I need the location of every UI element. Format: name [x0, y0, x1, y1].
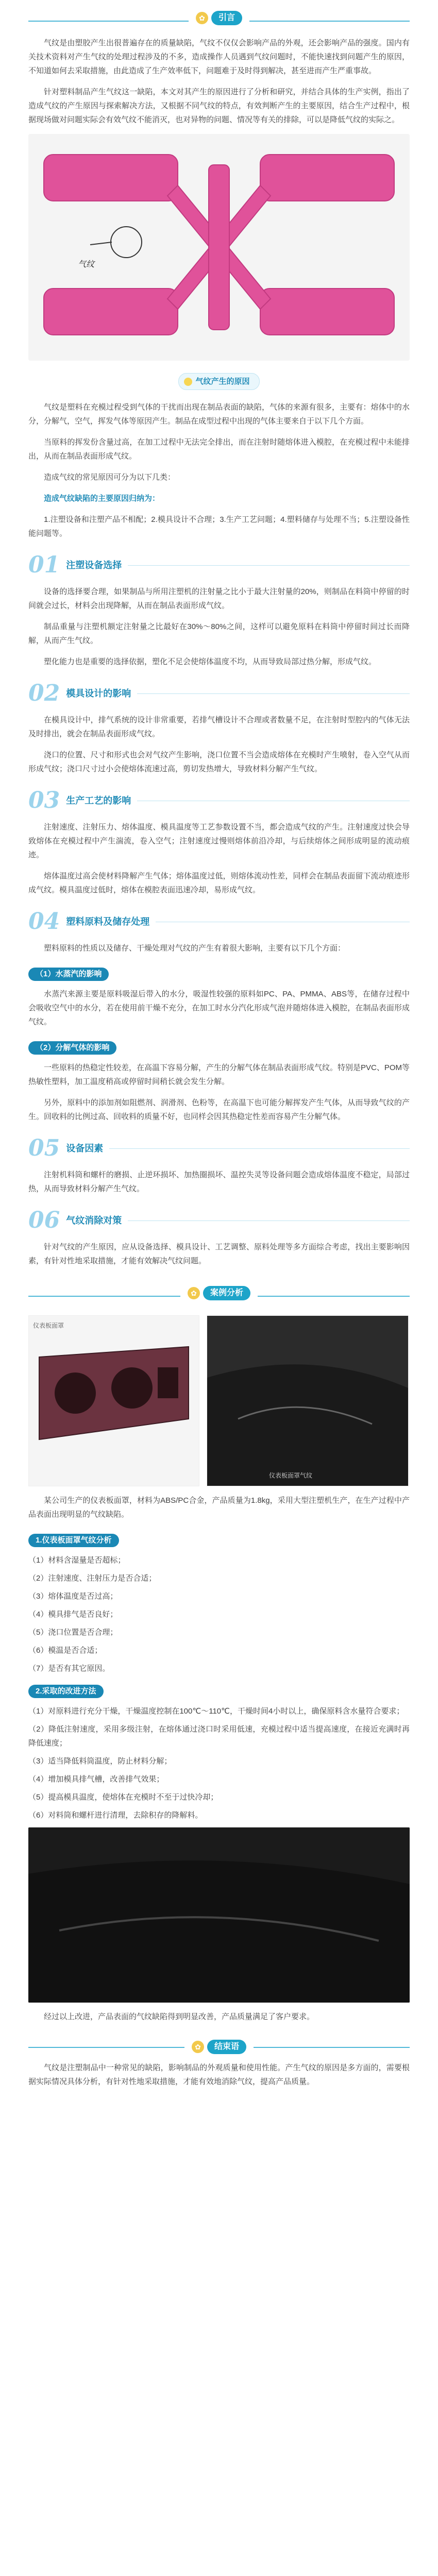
flower-icon: ✿: [188, 1287, 200, 1299]
case-list1-item: （2）注射速度、注射压力是否合适；: [28, 1574, 157, 1583]
section-5-rule: [109, 1148, 410, 1149]
case-list1-item: （3）熔体温度是否过高；: [28, 1592, 118, 1601]
section-6-number: 06: [28, 1207, 60, 1233]
sec1-paragraph-3: 塑化能力也是重要的选择依据，塑化不足会使熔体温度不均，从而导致局部过热分解，形成气纹。: [44, 657, 377, 666]
section-1-number: 01: [28, 552, 60, 578]
body-paragraph-a2: 当原料的挥发份含量过高，在加工过程中无法完全排出，而在注射时随熔体进入模腔，在充模过程中未能排出，从而在制品表面形成气纹。: [28, 438, 410, 461]
body-paragraph-a1: 气纹是塑料在充模过程受到气体的干扰而出现在制品表面的缺陷，气体的来源有很多，主要有：熔体中的水分，分解气，空气，挥发气体等原因产生。制品在成型过程中出现的气体主要来自于以下几个方面。: [28, 403, 410, 426]
causes-list: 1.注塑设备和注塑产品不相配；2.模具设计不合理；3.生产工艺问题；4.塑料储存与处理不当；5.注塑设备性能问题等。: [28, 515, 410, 538]
ending-tag: 结束语: [207, 2040, 246, 2054]
ending-paragraph: 气纹是注塑制品中一种常见的缺陷，影响制品的外观质量和使用性能。产生气纹的原因是多方面的，需要根据实际情况具体分析，有针对性地采取措施，才能有效地消除气纹，提高产品质量。: [28, 2063, 410, 2086]
case-list2-item: （6）对料筒和螺杆进行清理，去除积存的降解料。: [28, 1811, 203, 1820]
section-1-heading: 注塑设备选择: [66, 560, 122, 570]
section-2-title: [28, 682, 410, 705]
section-5-title: [28, 1137, 410, 1160]
section-5-heading: 设备因素: [66, 1143, 104, 1154]
dot-icon: [184, 378, 192, 386]
sec2-paragraph-2: 浇口的位置、尺寸和形式也会对气纹产生影响，浇口位置不当会造成熔体在充模时产生喷射，卷入空气从而形成气纹；浇口尺寸过小会使熔体流速过高，剪切发热增大，导致材料分解产生气纹。: [28, 751, 410, 773]
pink-part-illustration: [28, 134, 410, 361]
case-result-photo: [28, 1827, 410, 2003]
sec1-paragraph-2: 制品重量与注塑机额定注射量之比最好在30%～80%之间，这样可以避免原料在料筒中停留时间过长而降解，从而产生气纹。: [28, 622, 410, 645]
ending-pill: [184, 2040, 254, 2054]
section-6-title: [28, 1209, 410, 1232]
sec4-subheading-2: （2）分解气体的影响: [28, 1041, 116, 1055]
case-subheading-2: 2.采取的改进方法: [28, 1685, 104, 1698]
case-list2-item: （3）适当降低料筒温度，防止材料分解；: [28, 1757, 172, 1766]
section-2-number: 02: [28, 680, 60, 706]
case-caption-right: 仪表板面罩气纹: [269, 1472, 313, 1479]
header-pill: [189, 11, 249, 25]
intro-paragraph-1: 气纹是由塑胶产生出很普遍存在的质量缺陷，气纹不仅仅会影响产品的外观，还会影响产品的强度。国内有关技术资料对产生气纹的处理过程涉及的不多，造成操作人员遇到气纹问题时，不能快速找到问题产生的原因，不知道如何去采取措施，由此造成了生产效率低下，问题难于及时得到解决，甚至进而产生严重事故。: [28, 39, 410, 75]
section-2-heading: 模具设计的影响: [66, 688, 131, 699]
case-subheading-1: 1.仪表板面罩气纹分析: [28, 1534, 119, 1547]
causes-title: 造成气纹缺陷的主要原因归纳为：: [44, 494, 160, 503]
case-image-left: [28, 1315, 199, 1486]
case-list2-item: （5）提高模具温度，使熔体在充模时不至于过快冷却；: [28, 1793, 218, 1802]
case-list2-item: （2）降低注射速度，采用多级注射，在熔体通过浇口时采用低速，充模过程中适当提高速度，在接近充满时再降低速度；: [28, 1725, 410, 1748]
section-5-number: 05: [28, 1135, 60, 1161]
header-divider: [28, 0, 410, 36]
flower-icon: ✿: [192, 2041, 204, 2053]
sec2-paragraph-1: 在模具设计中，排气系统的设计非常重要，若排气槽设计不合理或者数量不足，在注射时型腔内的气体无法及时排出，就会在制品表面形成气纹。: [28, 716, 410, 738]
sec1-paragraph-1: 设备的选择要合理，如果制品与所用注塑机的注射量之比小于最大注射量的20%，则制品在料筒中停留的时间就会过长，材料会出现降解，从而在制品表面形成气纹。: [28, 587, 410, 610]
product-photo: [28, 134, 410, 361]
gas-mark-closeup-illustration: [207, 1316, 408, 1486]
case-list1-item: （6）模温是否合适；: [28, 1646, 103, 1655]
photo-callout-label: 气纹: [78, 260, 95, 269]
case-images: [28, 1315, 410, 1486]
case-intro: 某公司生产的仪表板面罩，材料为ABS/PC合金，产品质量为1.8kg，采用大型注塑机生产，在生产过程中产品表面出现明显的气纹缺陷。: [28, 1496, 410, 1519]
body-paragraph-a3: 造成气纹的常见原因可分为以下几类：: [44, 473, 176, 482]
sec3-paragraph-2: 熔体温度过高会使材料降解产生气体；熔体温度过低，则熔体流动性差，同样会在制品表面留下流动痕迹形成气纹。模具温度过低时，熔体在模腔表面迅速冷却，易形成气纹。: [28, 872, 410, 894]
case-result: 经过以上改进，产品表面的气纹缺陷得到明显改善，产品质量满足了客户要求。: [44, 2012, 315, 2021]
intro-paragraph-2: 针对塑料制品产生气纹这一缺陷，本文对其产生的原因进行了分析和研究，并结合具体的生产实例，指出了造成气纹的产生原因与探索解决方法，又根据不同气纹的特点，有效判断产生的主要原因，结合生产过程中，根据现场做对问题实际会有效气纹不能消灭，也对异物的问题、情况等有关的排除，可以是降低气纹的实际之。: [28, 88, 410, 124]
sec4-sub2-paragraph-2: 另外，原料中的添加剂如阻燃剂、润滑剂、色粉等，在高温下也可能分解挥发产生气体，从而导致气纹的产生。回收料的比例过高、回收料的质量不好，也同样会因其热稳定性差而容易产生分解气体。: [28, 1098, 410, 1121]
case-list2-item: （1）对原料进行充分干燥，干燥温度控制在100℃～110℃，干燥时间4小时以上，确保原料含水量符合要求；: [28, 1707, 405, 1716]
section-intro-text: 气纹产生的原因: [195, 377, 250, 386]
case-list1-item: （1）材料含湿量是否超标；: [28, 1556, 126, 1565]
section-6-heading: 气纹消除对策: [66, 1215, 122, 1226]
case-divider: [28, 1275, 410, 1311]
case-caption-left: 仪表板面罩: [33, 1322, 64, 1329]
sec3-paragraph-1: 注射速度、注射压力、熔体温度、模具温度等工艺参数设置不当，都会造成气纹的产生。注射速度过快会导致熔体在充模过程中产生湍流，卷入空气；注射速度过慢则熔体前沿冷却，与后续熔体之间形成明显的流动痕迹。: [28, 823, 410, 859]
dashboard-bezel-illustration: [29, 1316, 199, 1486]
section-1-rule: [128, 565, 410, 566]
sec5-paragraph-1: 注射机料筒和螺杆的磨损、止逆环损坏、加热圈损坏、温控失灵等设备问题会造成熔体温度不稳定，局部过热，从而导致材料分解产生气纹。: [28, 1171, 410, 1193]
header-tag: 引言: [211, 11, 242, 25]
sec4-intro: 塑料原料的性质以及储存、干燥处理对气纹的产生有着很大影响，主要有以下几个方面：: [44, 944, 346, 953]
sec4-subheading-1: （1）水蒸汽的影响: [28, 968, 109, 981]
sec6-paragraph-1: 针对气纹的产生原因，应从设备选择、模具设计、工艺调整、原料处理等多方面综合考虑，找出主要影响因素，有针对性地采取措施，才能有效解决气纹问题。: [28, 1243, 410, 1265]
section-4-number: 04: [28, 908, 60, 935]
section-2-rule: [137, 693, 410, 694]
section-1-title: [28, 554, 410, 577]
sec4-sub1-paragraph: 水蒸汽来源主要是原料吸湿后带入的水分，吸湿性较强的原料如PC、PA、PMMA、ABS等，在储存过程中会吸收空气中的水分，若在使用前干燥不充分，在加工时水分汽化形成气泡并随熔体进入模腔，在制品表面形成气纹。: [28, 990, 410, 1026]
section-4-title: [28, 910, 410, 933]
section-4-heading: 塑料原料及储存处理: [66, 916, 150, 927]
ending-divider: [28, 2033, 410, 2061]
section-intro-tag: [178, 373, 259, 390]
case-list1-item: （5）浇口位置是否合理；: [28, 1628, 118, 1637]
case-list1-item: （7）是否有其它原因。: [28, 1664, 110, 1673]
sec4-sub2-paragraph-1: 一些原料的热稳定性较差，在高温下容易分解，产生的分解气体在制品表面形成气纹。特别是PVC、POM等热敏性塑料，加工温度稍高或停留时间稍长就会发生分解。: [28, 1063, 410, 1086]
case-list1-item: （4）模具排气是否良好；: [28, 1610, 118, 1619]
case-image-right: [207, 1315, 409, 1486]
section-3-title: [28, 789, 410, 812]
case-pill: [180, 1286, 258, 1300]
case-list2-item: （4）增加模具排气槽，改善排气效果；: [28, 1775, 164, 1784]
dashboard-closeup-illustration: [28, 1827, 410, 2003]
section-3-heading: 生产工艺的影响: [66, 795, 131, 806]
case-tag: 案例分析: [203, 1286, 250, 1300]
flower-icon: ✿: [196, 12, 208, 24]
section-intro-title: [28, 373, 410, 390]
section-3-number: 03: [28, 787, 60, 814]
